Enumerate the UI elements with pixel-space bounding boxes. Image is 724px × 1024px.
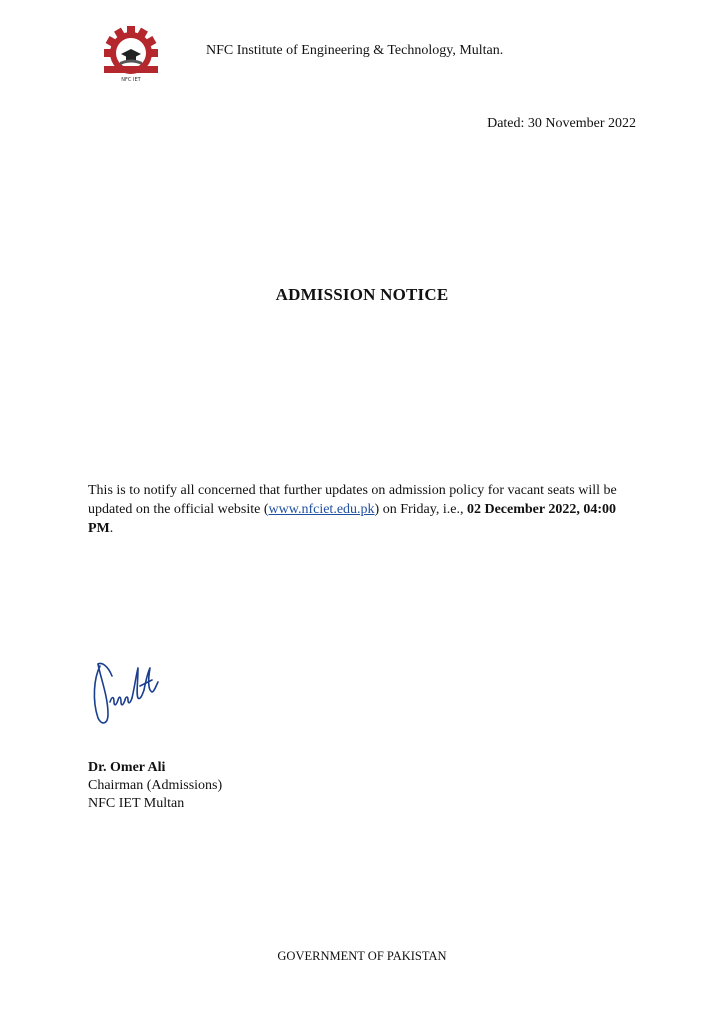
website-link[interactable]: www.nfciet.edu.pk [268, 502, 375, 517]
date-line: Dated: 30 November 2022 [487, 116, 636, 131]
body-text-part1: This is to notify all concerned that further updates on admission policy for vacant seats will be updated on the official website ( [88, 483, 617, 517]
logo-text: NFC IET [121, 77, 141, 83]
signatory-organization: NFC IET Multan [88, 796, 185, 811]
signatory-name: Dr. Omer Ali [88, 760, 166, 775]
notice-body [88, 481, 636, 538]
signatory-block [88, 759, 222, 813]
signature-image [86, 656, 166, 730]
institute-name: NFC Institute of Engineering & Technology, Multan. [206, 43, 504, 58]
deadline-text: 02 December 2022, 04:00 PM [88, 502, 617, 536]
notice-title: ADMISSION NOTICE [275, 285, 449, 304]
signatory-designation: Chairman (Admissions) [88, 778, 223, 793]
body-text-end: . [109, 521, 114, 536]
body-text-part2: ) on Friday, i.e., [374, 502, 467, 517]
institute-logo [100, 26, 162, 84]
footer-text: GOVERNMENT OF PAKISTAN [277, 949, 447, 963]
